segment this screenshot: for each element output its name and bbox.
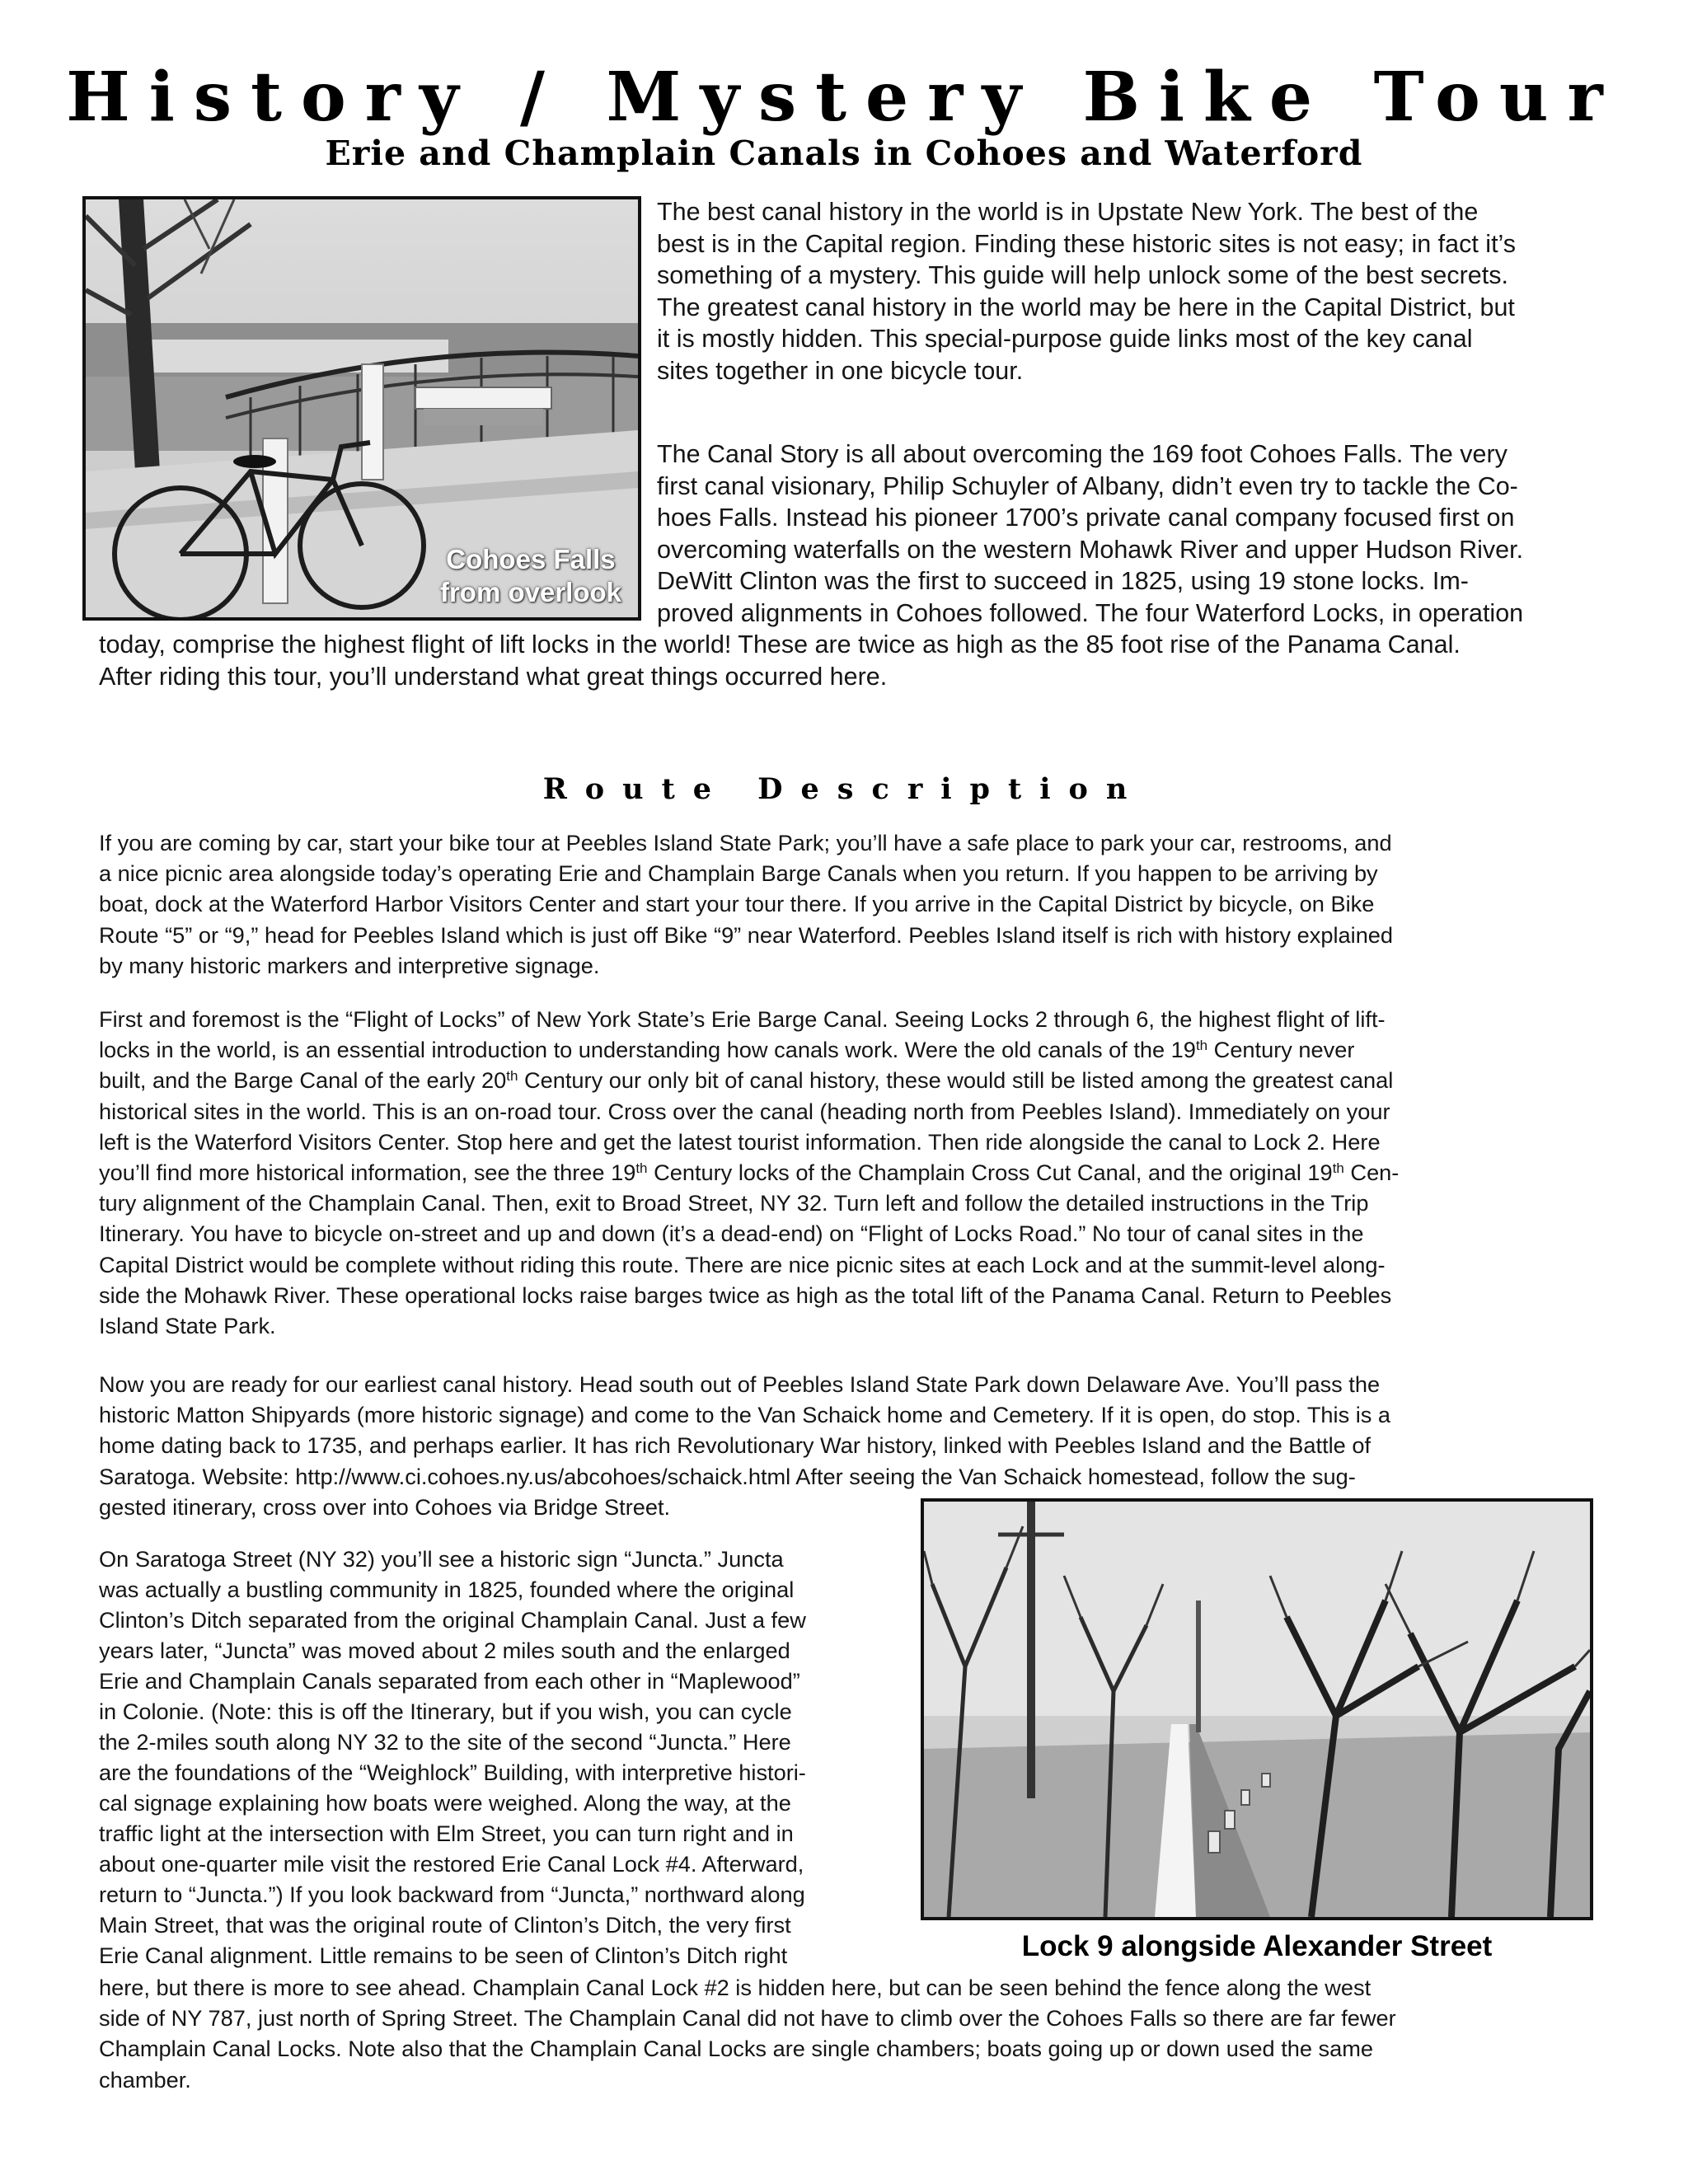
route-paragraph-5 — [99, 1972, 1396, 2095]
text-line: The greatest canal history in the world may be here in the Capital District, but — [657, 293, 1515, 321]
text-line: The best canal history in the world is in Upstate New York. The best of the — [657, 198, 1479, 226]
text-line: Clinton’s Ditch separated from the original Champlain Canal. Just a few — [99, 1607, 806, 1633]
cohoes-falls-photo — [82, 196, 641, 621]
text-line: locks in the world, is an essential introduction to understanding how canals work. Were the old canals of the 19th Century never — [99, 1037, 1355, 1063]
text-line: return to “Juncta.”) If you look backward from “Juncta,” northward along — [99, 1882, 805, 1907]
text-line: hoes Falls. Instead his pioneer 1700’s private canal company focused first on — [657, 504, 1515, 532]
text-line: gested itinerary, cross over into Cohoes via Bridge Street. — [99, 1493, 671, 1520]
text-line: about one-quarter mile visit the restored Erie Canal Lock #4. Afterward, — [99, 1851, 804, 1877]
text-line: overcoming waterfalls on the western Mohawk River and upper Hudson River. — [657, 535, 1524, 564]
text-line: Capital District would be complete without riding this route. There are nice picnic sites at each Lock and at the summit-level along- — [99, 1251, 1386, 1277]
text-line: Route “5” or “9,” head for Peebles Island which is just off Bike “9” near Waterford. Peebles Island itself is rich with history explained — [99, 921, 1394, 948]
text-line: chamber. — [99, 2066, 191, 2093]
text-line: Erie Canal alignment. Little remains to be seen of Clinton’s Ditch right — [99, 1943, 788, 1968]
text-line: If you are coming by car, start your bike tour at Peebles Island State Park; you’ll have a safe place to park your car, restrooms, and — [99, 830, 1392, 855]
text-line: historic Matton Shipyards (more historic signage) and come to the Van Schaick home and Cemetery. If it is open, do stop. This is a — [99, 1402, 1391, 1428]
text-line: was actually a bustling community in 1825, founded where the original — [99, 1577, 795, 1602]
text-line: side the Mohawk River. These operational locks raise barges twice as high as the total lift of the Panama Canal. Return to Peebles — [99, 1282, 1392, 1308]
text-line: Champlain Canal Locks. Note also that the Champlain Canal Locks are single chambers; boats going up or down used the same — [99, 2036, 1374, 2062]
text-line: Saratoga. Website: http://www.ci.cohoes.ny.us/abcohoes/schaick.html After seeing the Van Schaick homestead, follow the sug- — [99, 1463, 1356, 1489]
text-line: The Canal Story is all about overcoming the 169 foot Cohoes Falls. The very — [657, 440, 1507, 468]
text-line: proved alignments in Cohoes followed. The four Waterford Locks, in operation — [657, 598, 1524, 627]
text-line: are the foundations of the “Weighlock” Building, with interpretive histori- — [99, 1760, 806, 1785]
text-line: years later, “Juncta” was moved about 2 miles south and the enlarged — [99, 1638, 790, 1663]
text-line: sites together in one bicycle tour. — [657, 356, 1024, 385]
text-line: First and foremost is the “Flight of Locks” of New York State’s Erie Barge Canal. Seeing Locks 2 through 6, the highest flight of lift- — [99, 1006, 1386, 1032]
text-line: you’ll find more historical information, see the three 19th Century locks of the Champlain Cross Cut Canal, and the original 19th Cen- — [99, 1159, 1400, 1185]
text-line: the 2-miles south along NY 32 to the site of the second “Juncta.” Here — [99, 1729, 791, 1755]
text-line: today, comprise the highest flight of lift locks in the world! These are twice as high as the 85 foot rise of the Panama Canal. — [99, 630, 1461, 658]
text-line: best is in the Capital region. Finding these historic sites is not easy; in fact it’s — [657, 229, 1517, 258]
text-line: something of a mystery. This guide will help unlock some of the best secrets. — [657, 261, 1508, 289]
text-line: Erie and Champlain Canals separated from each other in “Maplewood” — [99, 1668, 800, 1694]
text-line: traffic light at the intersection with Elm Street, you can turn right and in — [99, 1821, 794, 1846]
page-title: History / Mystery Bike Tour — [66, 58, 1622, 137]
text-line: left is the Waterford Visitors Center. Stop here and get the latest tourist information. Then ride alongside the canal to Lock 2. Here — [99, 1128, 1381, 1155]
text-line: a nice picnic area alongside today’s operating Erie and Champlain Barge Canals when you return. If you happen to be arriving by — [99, 860, 1378, 887]
text-line: Now you are ready for our earliest canal history. Head south out of Peebles Island State Park down Delaware Ave. You’ll pass the — [99, 1371, 1381, 1397]
lock-9-photo — [921, 1498, 1593, 1920]
lock-9-image — [924, 1502, 1590, 1917]
text-line: DeWitt Clinton was the first to succeed in 1825, using 19 stone locks. Im- — [657, 567, 1469, 595]
text-line: built, and the Barge Canal of the early 20th Century our only bit of canal history, these would still be listed among the greatest canal — [99, 1067, 1394, 1094]
text-line: here, but there is more to see ahead. Champlain Canal Lock #2 is hidden here, but can be seen behind the fence along the west — [99, 1975, 1372, 2000]
caption-line: from overlook — [439, 577, 621, 607]
caption-line: Cohoes Falls — [446, 544, 616, 574]
text-line: tury alignment of the Champlain Canal. Then, exit to Broad Street, NY 32. Turn left and follow the detailed instructions in the Trip — [99, 1190, 1369, 1216]
text-line: home dating back to 1735, and perhaps earlier. It has rich Revolutionary War history, linked with Peebles Island and the Battle of — [99, 1432, 1372, 1459]
route-paragraph-4 — [99, 1544, 806, 1971]
route-paragraph-1 — [99, 827, 1393, 981]
text-line: After riding this tour, you’ll understand what great things occurred here. — [99, 662, 888, 691]
text-line: cal signage explaining how boats were weighed. Along the way, at the — [99, 1790, 791, 1816]
cohoes-falls-caption — [440, 543, 621, 609]
text-line: in Colonie. (Note: this is off the Itinerary, but if you wish, you can cycle — [99, 1699, 792, 1724]
text-line: first canal visionary, Philip Schuyler of Albany, didn’t even try to tackle the Co- — [657, 471, 1518, 500]
text-line: On Saratoga Street (NY 32) you’ll see a historic sign “Juncta.” Juncta — [99, 1546, 784, 1572]
route-paragraph-2 — [99, 1004, 1399, 1341]
text-line: historical sites in the world. This is an on-road tour. Cross over the canal (heading north from Peebles Island). Immediately on your — [99, 1098, 1390, 1124]
text-line: it is mostly hidden. This special-purpose guide links most of the key canal — [657, 325, 1473, 353]
text-line: Main Street, that was the original route of Clinton’s Ditch, the very first — [99, 1912, 791, 1938]
intro-paragraph-1 — [657, 196, 1516, 387]
text-line: boat, dock at the Waterford Harbor Visitors Center and start your tour there. If you arrive in the Capital District by bicycle, on Bike — [99, 891, 1375, 917]
text-line: Itinerary. You have to bicycle on-street and up and down (it’s a dead-end) on “Flight of Locks Road.” No tour of canal sites in the — [99, 1221, 1364, 1247]
page-subtitle: Erie and Champlain Canals in Cohoes and Waterford — [325, 134, 1363, 173]
route-description-heading: Route Description — [542, 772, 1146, 806]
text-line: side of NY 787, just north of Spring Street. The Champlain Canal did not have to climb over the Cohoes Falls so there are far fewer — [99, 2005, 1396, 2032]
text-line: by many historic markers and interpretive signage. — [99, 952, 600, 978]
lock-9-caption: Lock 9 alongside Alexander Street — [1021, 1930, 1493, 1962]
text-line: Island State Park. — [99, 1312, 276, 1338]
